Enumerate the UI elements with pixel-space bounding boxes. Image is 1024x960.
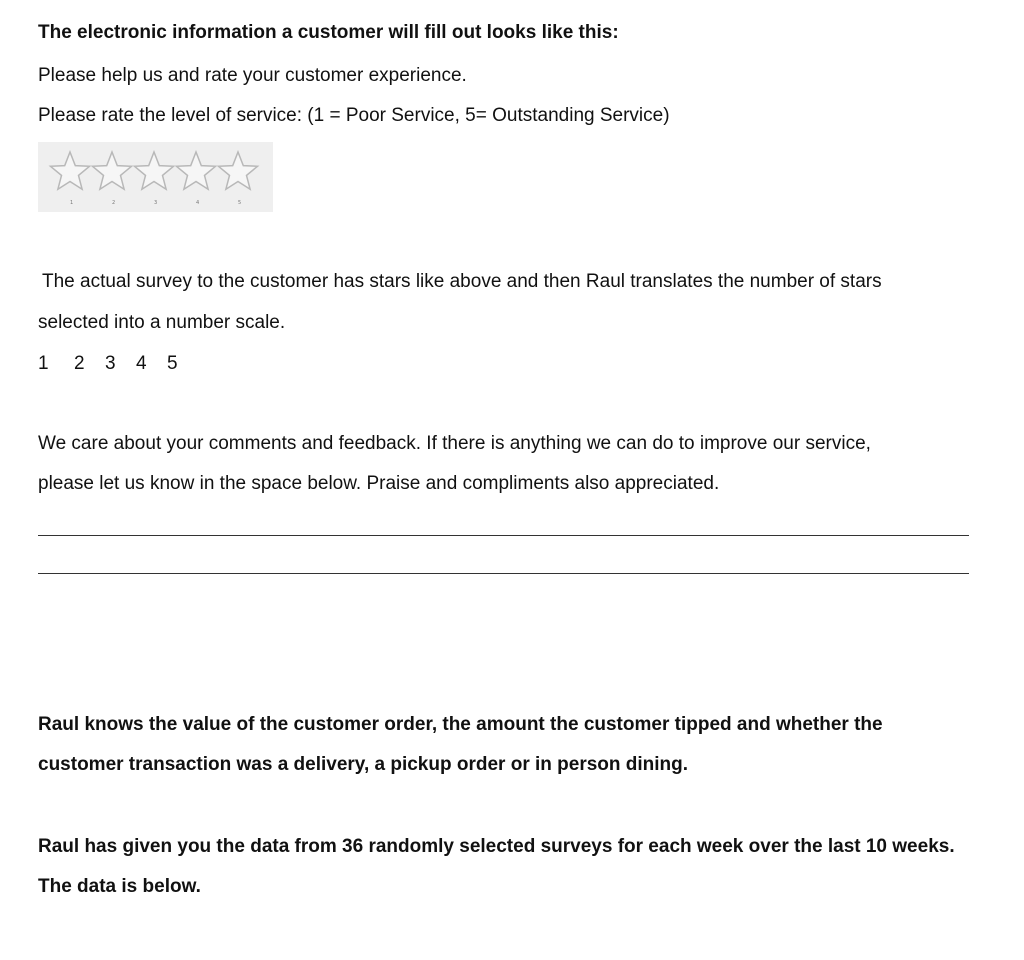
- raul-data-line-2: The data is below.: [38, 876, 201, 897]
- star-icon[interactable]: [135, 152, 174, 189]
- raul-knows-line-1: Raul knows the value of the customer order, the amount the customer tipped and whether the: [38, 714, 883, 735]
- scale-number: 5: [167, 353, 178, 374]
- prompt-help-text: Please help us and rate your customer experience.: [38, 65, 467, 86]
- scale-number: 3: [105, 353, 116, 374]
- feedback-write-line[interactable]: [38, 535, 969, 536]
- raul-knows-line-2: customer transaction was a delivery, a pickup order or in person dining.: [38, 754, 689, 775]
- star-label: 2: [112, 200, 116, 206]
- star-label: 5: [238, 200, 242, 206]
- explanation-line-1: The actual survey to the customer has stars like above and then Raul translates the number of stars: [42, 271, 882, 292]
- raul-data-line-1: Raul has given you the data from 36 randomly selected surveys for each week over the last 10 weeks.: [38, 836, 955, 857]
- star-label: 4: [196, 200, 200, 206]
- star-icon[interactable]: [219, 152, 258, 189]
- scale-number: 2: [74, 353, 85, 374]
- explanation-line-2: selected into a number scale.: [38, 312, 286, 333]
- star-rating-stars: [48, 150, 263, 198]
- star-label: 1: [70, 200, 74, 206]
- intro-heading: The electronic information a customer will fill out looks like this:: [38, 22, 619, 43]
- star-icon[interactable]: [177, 152, 216, 189]
- scale-number: 1: [38, 353, 49, 374]
- star-icon[interactable]: [51, 152, 90, 189]
- feedback-write-line[interactable]: [38, 573, 969, 574]
- feedback-line-1: We care about your comments and feedback. If there is anything we can do to improve our service,: [38, 433, 871, 454]
- feedback-line-2: please let us know in the space below. Praise and compliments also appreciated.: [38, 473, 720, 494]
- star-label: 3: [154, 200, 158, 206]
- star-rating-widget: [38, 142, 273, 212]
- scale-number: 4: [136, 353, 147, 374]
- prompt-rate-text: Please rate the level of service: (1 = Poor Service, 5= Outstanding Service): [38, 105, 670, 126]
- star-icon[interactable]: [93, 152, 132, 189]
